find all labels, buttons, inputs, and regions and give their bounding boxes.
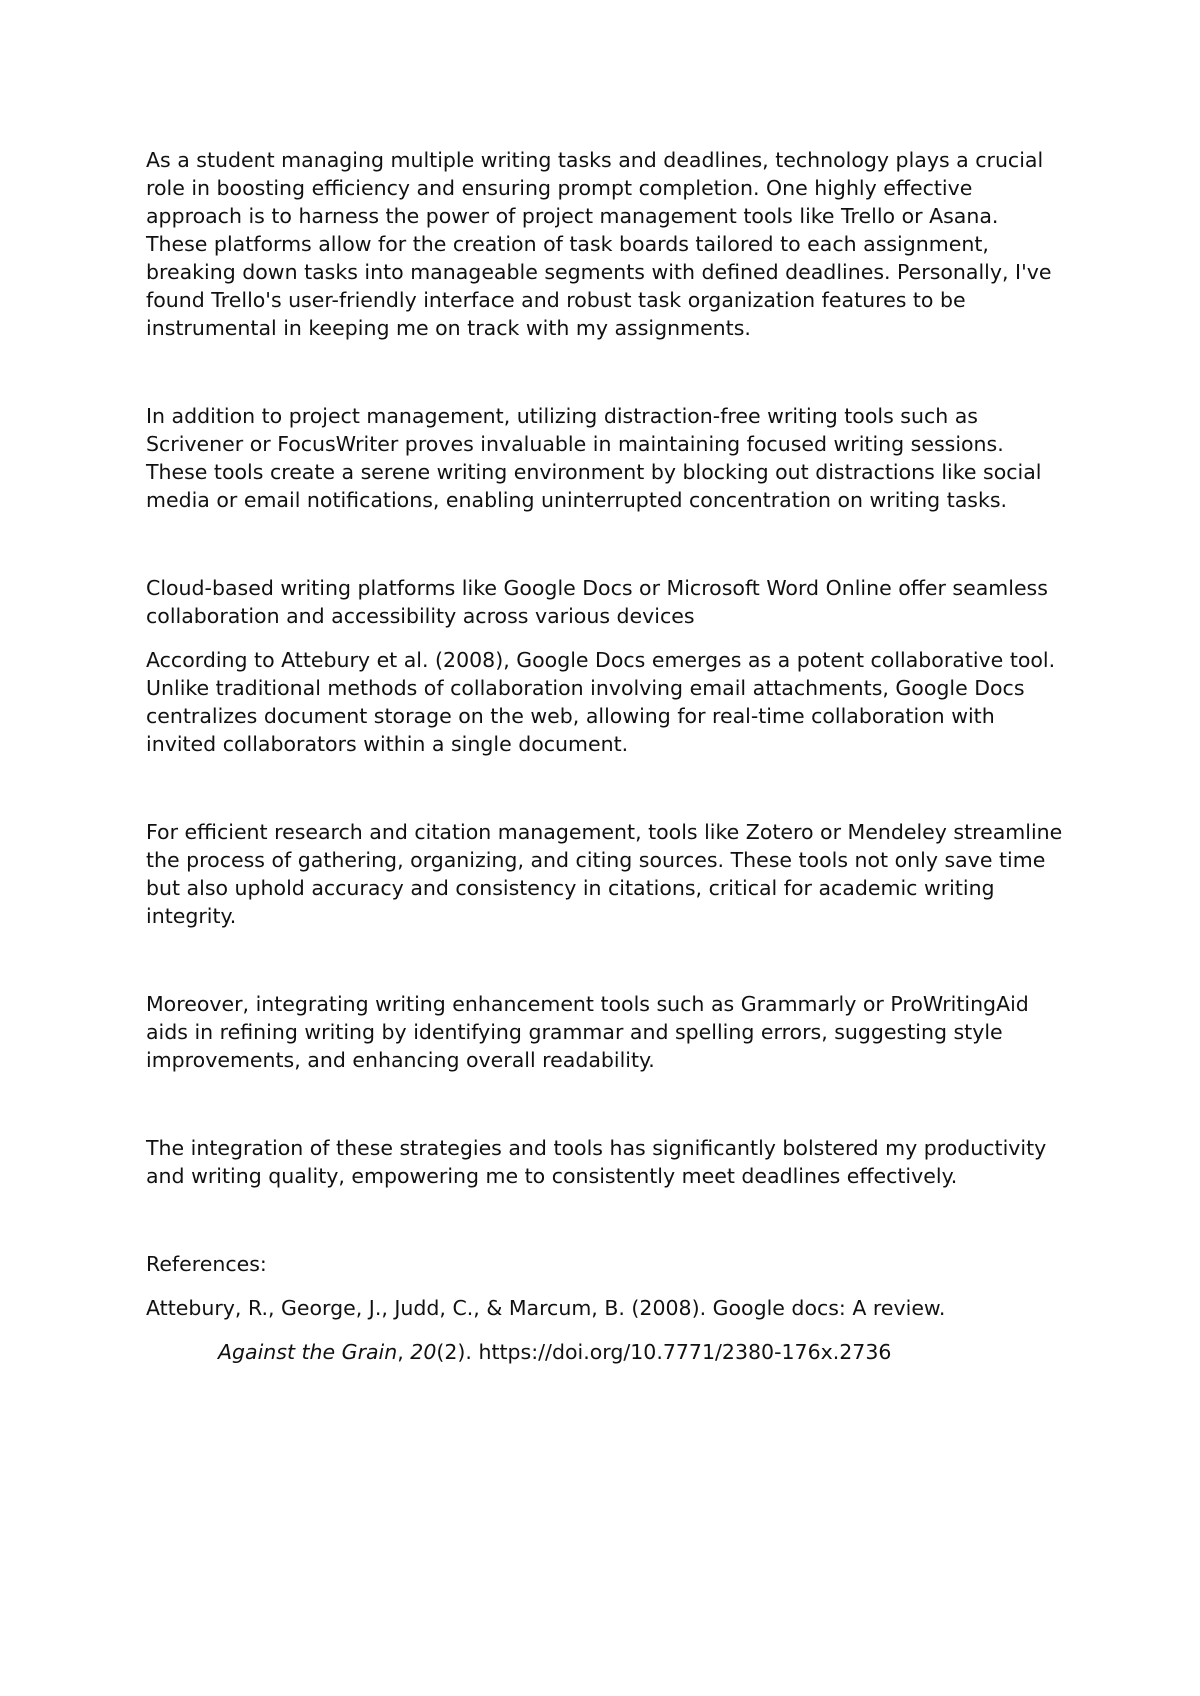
reference-issue-doi: (2). https://doi.org/10.7771/2380-176x.2736 bbox=[436, 1340, 892, 1364]
paragraph-cloud-platforms: Cloud-based writing platforms like Google Docs or Microsoft Word Online offer seamless collaboration and accessibility across various devices bbox=[146, 576, 1048, 628]
paragraph-citation-management: For efficient research and citation management, tools like Zotero or Mendeley streamline the process of gathering, organizing, and citing sources. These tools not only save time but also uphold accuracy and consistency in citations, critical for academic writing integrity. bbox=[146, 820, 1063, 928]
paragraph-distraction-free-tools: In addition to project management, utilizing distraction-free writing tools such as Scrivener or FocusWriter proves invaluable in maintaining focused writing sessions. These tools create a serene writing environment by blocking out distractions like social media or email notifications, enabling uninterrupted concentration on writing tasks. bbox=[146, 404, 1042, 512]
paragraph-conclusion: The integration of these strategies and tools has significantly bolstered my productivity and writing quality, empowering me to consistently meet deadlines effectively. bbox=[146, 1136, 1047, 1188]
reference-journal-title: Against the Grain bbox=[218, 1340, 398, 1364]
reference-entry-continuation bbox=[146, 1338, 1066, 1366]
reference-entry-line: Attebury, R., George, J., Judd, C., & Marcum, B. (2008). Google docs: A review. bbox=[146, 1296, 946, 1320]
reference-volume: 20 bbox=[410, 1340, 437, 1364]
paragraph-google-docs: According to Attebury et al. (2008), Google Docs emerges as a potent collaborative tool. Unlike traditional methods of collaboration involving email attachments, Google Docs centralizes document storage on the web, allowing for real-time collaboration with invited collaborators within a single document. bbox=[146, 648, 1056, 756]
paragraph-project-management: As a student managing multiple writing tasks and deadlines, technology plays a crucial role in boosting efficiency and ensuring prompt completion. One highly effective approach is to harness the power of project management tools like Trello or Asana. These platforms allow for the creation of task boards tailored to each assignment, breaking down tasks into manageable segments with defined deadlines. Personally, I've found Trello's user-friendly interface and robust task organization features to be instrumental in keeping me on track with my assignments. bbox=[146, 148, 1052, 340]
paragraph-writing-enhancement: Moreover, integrating writing enhancement tools such as Grammarly or ProWritingAid aids in refining writing by identifying grammar and spelling errors, suggesting style improvements, and enhancing overall readability. bbox=[146, 992, 1029, 1072]
references-heading: References: bbox=[146, 1252, 267, 1276]
document-body bbox=[146, 146, 1066, 1366]
reference-separator: , bbox=[397, 1340, 411, 1364]
